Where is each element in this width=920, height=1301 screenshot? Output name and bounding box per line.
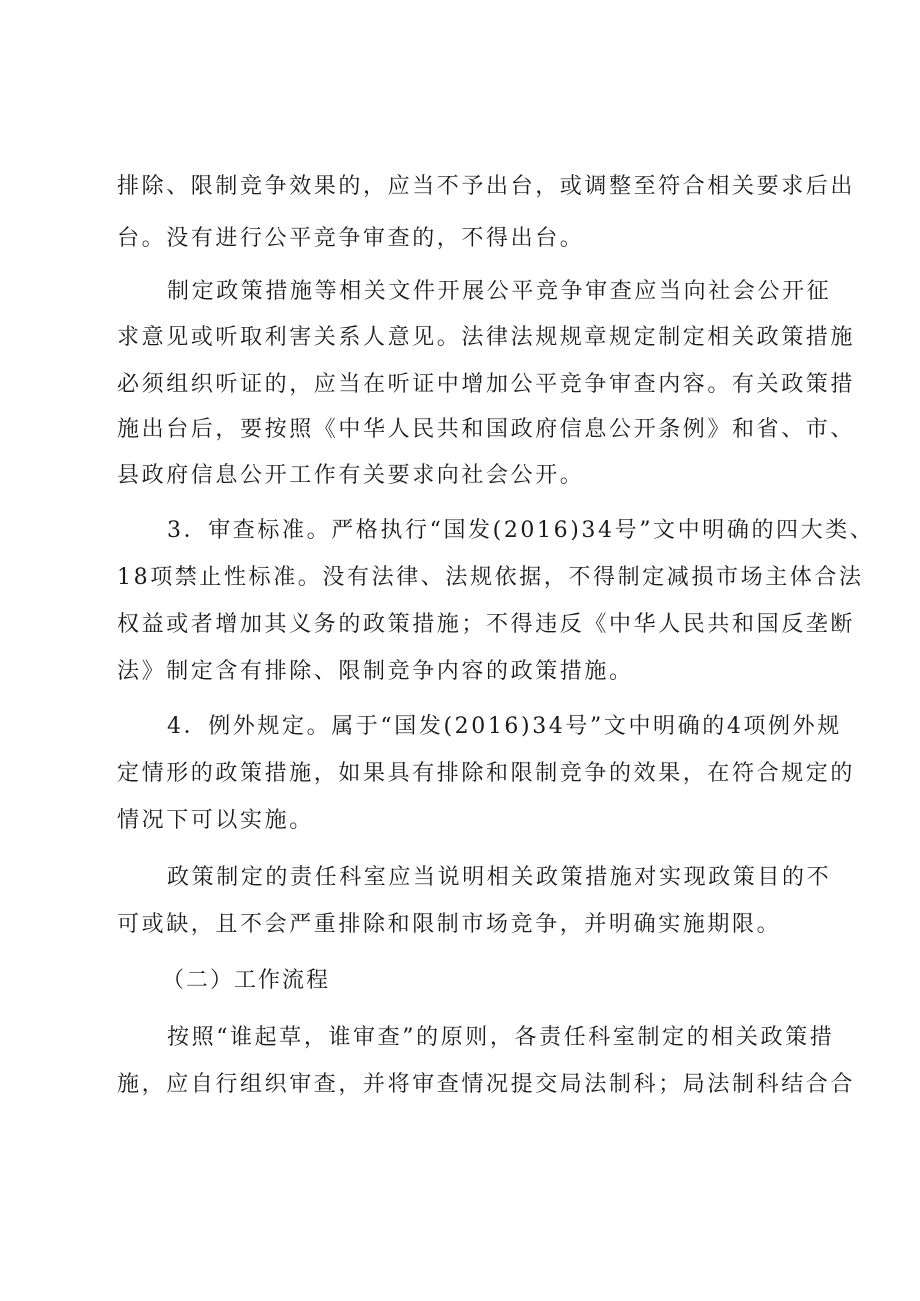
section-heading: （二）工作流程 (162, 968, 331, 993)
text-line: 台。没有进行公平竞争审查的，不得出台。 (117, 226, 585, 251)
text-line: 3．审查标准。严格执行“国发(2016)34号”文中明确的四大类、 (167, 518, 875, 543)
text-line: 法》制定含有排除、限制竞争内容的政策措施。 (117, 659, 634, 684)
text-line: 必须组织听证的，应当在听证中增加公平竞争审查内容。有关政策措 (117, 372, 856, 397)
text-line: 制定政策措施等相关文件开展公平竞争审查应当向社会公开征 (167, 279, 832, 304)
text-line: 4．例外规定。属于“国发(2016)34号”文中明确的4项例外规 (167, 714, 842, 739)
text-line: 可或缺，且不会严重排除和限制市场竞争，并明确实施期限。 (117, 912, 782, 937)
text-line: 施出台后，要按照《中华人民共和国政府信息公开条例》和省、市、 (117, 417, 856, 442)
text-line: 排除、限制竞争效果的，应当不予出台，或调整至符合相关要求后出 (117, 174, 856, 199)
text-line: 县政府信息公开工作有关要求向社会公开。 (117, 463, 585, 488)
text-line: 情况下可以实施。 (117, 808, 314, 833)
text-line: 18项禁止性标准。没有法律、法规依据，不得制定减损市场主体合法 (117, 565, 864, 590)
text-line: 权益或者增加其义务的政策措施；不得违反《中华人民共和国反垄断 (117, 612, 856, 637)
text-line: 施，应自行组织审查，并将审查情况提交局法制科；局法制科结合合 (117, 1072, 856, 1097)
text-line: 求意见或听取利害关系人意见。法律法规规章规定制定相关政策措施 (117, 325, 856, 350)
text-line: 政策制定的责任科室应当说明相关政策措施对实现政策目的不 (167, 865, 832, 890)
text-line: 定情形的政策措施，如果具有排除和限制竞争的效果，在符合规定的 (117, 761, 856, 786)
text-line: 按照“谁起草，谁审查”的原则，各责任科室制定的相关政策措 (167, 1025, 835, 1050)
